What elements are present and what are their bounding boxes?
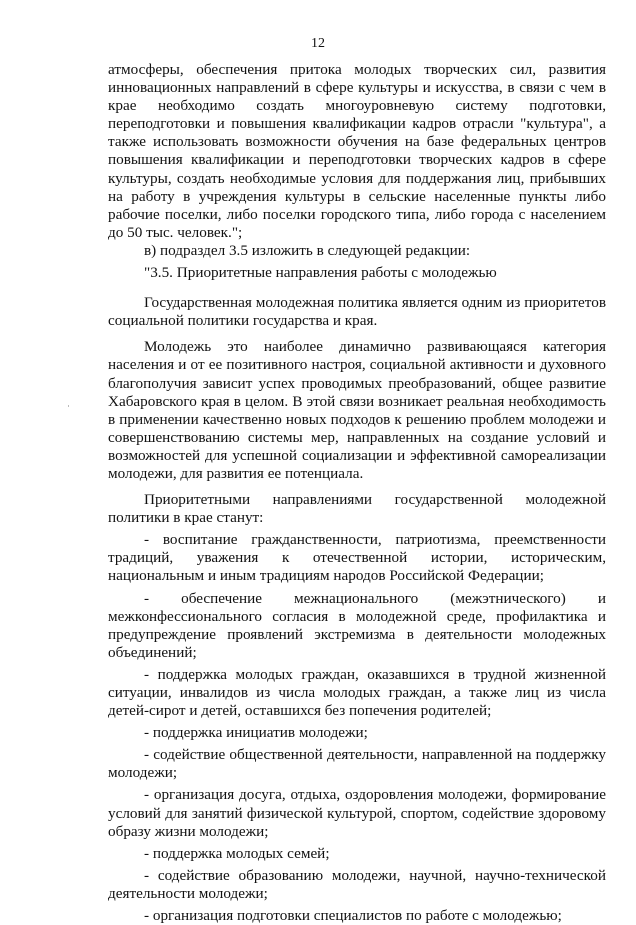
list-item-specialist-training: - организация подготовки специалистов по работе с молодежью; (144, 907, 562, 925)
page-number: 12 (311, 36, 325, 51)
list-item-education-science: - содействие образованию молодежи, научной, научно-технической деятельности молодежи; (108, 866, 606, 902)
list-item-public-activity: - содействие общественной деятельности, направленной на поддержку молодежи; (108, 746, 606, 782)
list-item-support-initiatives: - поддержка инициатив молодежи; (144, 724, 368, 742)
list-item-young-families: - поддержка молодых семей; (144, 844, 330, 862)
paragraph-priority-directions-intro: Приоритетными направлениями государственной молодежной политики в крае станут: (108, 491, 606, 527)
list-item-leisure-health: - организация досуга, отдыха, оздоровления молодежи, формирование условий для занятий физической культурой, спортом, содействие здоровому образу жизни молодежи; (108, 786, 606, 840)
document-body (108, 61, 606, 925)
list-item-interethnic-harmony: - обеспечение межнационального (межэтнического) и межконфессионального согласия в молодежной среде, профилактика и предупреждение проявлений экстремизма в деятельности молодежных объединений; (108, 589, 606, 661)
paragraph-youth-description: Молодежь это наиболее динамично развивающаяся категория населения и от ее позитивного настроя, социальной активности и духовного благополучия зависит успех проводимых преобразований, общее развитие Хабаровского края в целом. В этой связи возникает реальная необходимость в применении качественно новых подходов к решению проблем молодежи и совершенствованию системы мер, направленных на создание условий и возможностей для успешной социализации и эффективной самореализации молодежи, для развития ее потенциала. (108, 338, 606, 482)
scan-speck (68, 405, 69, 407)
paragraph-amendment-instruction: в) подраздел 3.5 изложить в следующей редакции: (144, 241, 471, 259)
paragraph-youth-policy-priority: Государственная молодежная политика является одним из приоритетов социальной политики государства и края. (108, 294, 606, 330)
paragraph-culture-continuation: атмосферы, обеспечения притока молодых творческих сил, развития инновационных направлений в сфере культуры и искусства, в связи с чем в крае необходимо создать многоуровневую систему подготовки, переподготовки и повышения квалификации кадров отрасли "культура", а также использовать возможности обучения на базе федеральных центров повышения квалификации и переподготовки творческих кадров в сфере культуры, создать необходимые условия для поддержания лиц, прибывших на работу в учреждения культуры в сельские населенные пункты либо рабочие поселки, либо поселки городского типа, либо города с населением до 50 тыс. человек."; (108, 61, 606, 241)
section-heading-3-5: "3.5. Приоритетные направления работы с молодежью (144, 264, 497, 282)
list-item-citizenship: - воспитание гражданственности, патриотизма, преемственности традиций, уважения к отечественной истории, историческим, национальным и иным традициям народов Российской Федерации; (108, 531, 606, 585)
list-item-support-difficult-situation: - поддержка молодых граждан, оказавшихся в трудной жизненной ситуации, инвалидов из числа молодых граждан, а также лиц из числа детей-сирот и детей, оставшихся без попечения родителей; (108, 665, 606, 720)
